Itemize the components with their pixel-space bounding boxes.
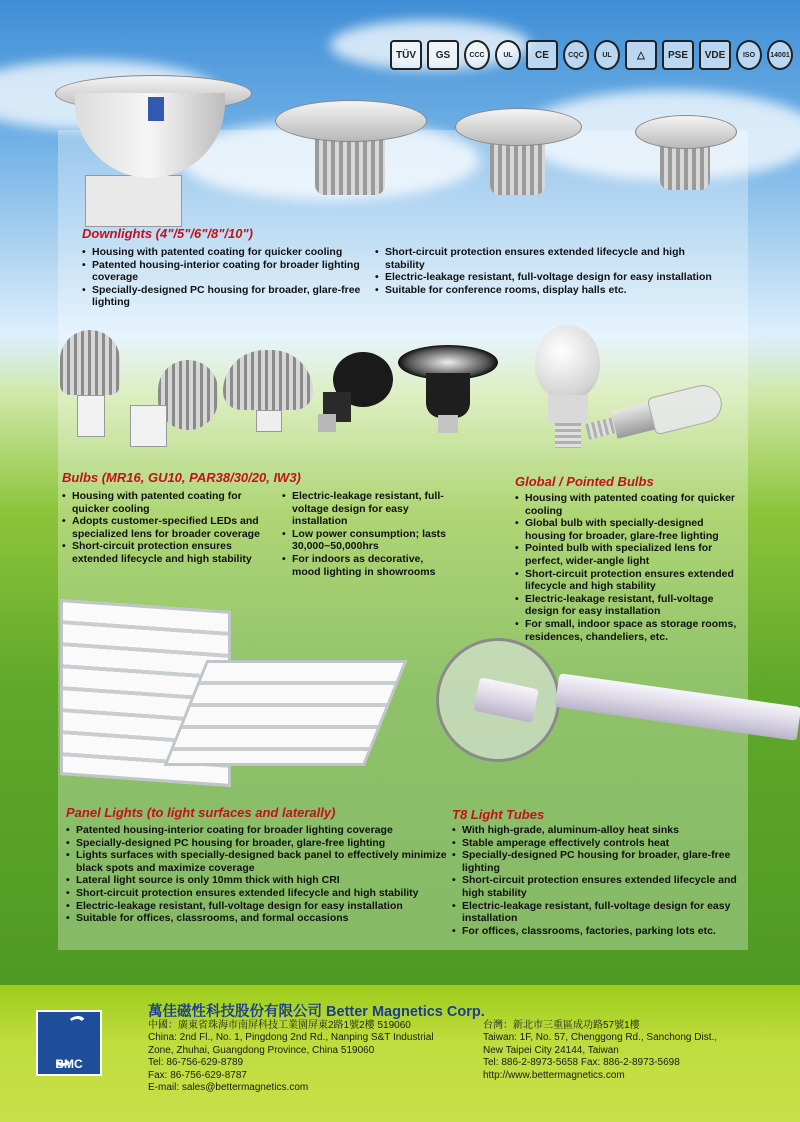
t8-tube-image: [436, 638, 800, 758]
bulb-gu10-image: [128, 360, 223, 455]
feature-item: • Short-circuit protection ensures extended lifecycle and high stability: [375, 246, 720, 271]
downlights-title: Downlights (4"/5"/6"/8"/10"): [82, 226, 253, 241]
feature-item: • Lateral light source is only 10mm thick with high CRI: [66, 874, 451, 887]
feature-item: • Electric-leakage resistant, full-voltage design for easy installation: [375, 271, 720, 284]
feature-item: • Stable amperage effectively controls heat: [452, 837, 742, 850]
bulb-par30-image: [318, 352, 398, 437]
certification-mark-icon: ISO: [736, 40, 762, 70]
panel-lights-title: Panel Lights (to light surfaces and laterally): [66, 805, 336, 820]
address-line: Taiwan: 1F, No. 57, Chenggong Rd., Sanchong Dist.,: [483, 1032, 718, 1044]
certification-mark-icon: UL: [495, 40, 521, 70]
certification-mark-icon: TÜV: [390, 40, 422, 70]
feature-item: • Housing with patented coating for quicker cooling: [62, 490, 277, 515]
company-name: 萬佳磁性科技股份有限公司 Better Magnetics Corp.: [148, 1004, 485, 1020]
feature-item: • Electric-leakage resistant, full-voltage design for easy installation: [66, 900, 451, 913]
feature-item: • Short-circuit protection ensures extended lifecycle and high stability: [515, 568, 740, 593]
global-bulbs-title: Global / Pointed Bulbs: [515, 474, 654, 489]
feature-item: • Short-circuit protection ensures extended lifecycle and high stability: [66, 887, 451, 900]
downlight-8in-image: [275, 100, 425, 200]
feature-item: • For small, indoor space as storage rooms, residences, chandeliers, etc.: [515, 618, 740, 643]
address-line: 台灣：新北市三重區成功路57號1樓: [483, 1020, 640, 1031]
panel-light-front-image: [164, 660, 408, 766]
address-line: 中國：廣東省珠海市南屏科技工業園屏東2路1號2樓 519060: [148, 1020, 411, 1031]
feature-item: • Housing with patented coating for quicker cooling: [515, 492, 740, 517]
feature-item: • For indoors as decorative, mood lighting in showrooms: [282, 553, 452, 578]
certification-mark-icon: CE: [526, 40, 558, 70]
bulb-mr16-wide-image: [218, 350, 318, 440]
t8-tubes-features: [452, 824, 742, 937]
certification-mark-icon: PSE: [662, 40, 694, 70]
feature-item: • Electric-leakage resistant, full-voltage design for easy installation: [282, 490, 452, 528]
feature-item: • With high-grade, aluminum-alloy heat sinks: [452, 824, 742, 837]
bulbs-features-left: [62, 490, 277, 566]
address-line: E-mail: sales@bettermagnetics.com: [148, 1082, 309, 1094]
certification-mark-icon: 14001: [767, 40, 793, 70]
taiwan-address: [483, 1020, 717, 1082]
address-line: Tel: 86-756-629-8789: [148, 1057, 244, 1069]
feature-item: • Housing with patented coating for quicker cooling: [82, 246, 367, 259]
downlight-4in-image: [635, 115, 735, 195]
feature-item: • Short-circuit protection ensures extended lifecycle and high stability: [62, 540, 277, 565]
address-line: New Taipei City 24144, Taiwan: [483, 1044, 619, 1056]
address-line: Zone, Zhuhai, Guangdong Province, China 519060: [148, 1044, 375, 1056]
downlight-6in-image: [455, 108, 580, 198]
feature-item: • Specially-designed PC housing for broader, glare-free lighting: [82, 284, 367, 309]
feature-item: • Specially-designed PC housing for broader, glare-free lighting: [66, 837, 451, 850]
certification-marks: [390, 38, 790, 72]
address-line: http://www.bettermagnetics.com: [483, 1069, 625, 1081]
address-line: Tel: 886-2-8973-5658 Fax: 886-2-8973-5698: [483, 1057, 680, 1069]
feature-item: • Lights surfaces with specially-designed back panel to effectively minimize black spots and maximize coverage: [66, 849, 451, 874]
certification-mark-icon: VDE: [699, 40, 731, 70]
address-line: Fax: 86-756-629-8787: [148, 1069, 247, 1081]
feature-item: • For offices, classrooms, factories, parking lots etc.: [452, 925, 742, 938]
global-bulbs-features: [515, 492, 740, 643]
t8-tubes-title: T8 Light Tubes: [452, 807, 545, 822]
certification-mark-icon: GS: [427, 40, 459, 70]
certification-mark-icon: UL: [594, 40, 620, 70]
feature-item: • Short-circuit protection ensures extended lifecycle and high stability: [452, 874, 742, 899]
feature-item: • Specially-designed PC housing for broader, glare-free lighting: [452, 849, 742, 874]
downlights-features-left: [82, 246, 367, 309]
feature-item: • Suitable for conference rooms, display halls etc.: [375, 284, 720, 297]
feature-item: • Pointed bulb with specialized lens for perfect, wider-angle light: [515, 542, 740, 567]
bulb-par38-image: [398, 345, 498, 435]
china-address: [148, 1020, 434, 1094]
feature-item: • Electric-leakage resistant, full-voltage design for easy installation: [452, 900, 742, 925]
certification-mark-icon: CQC: [563, 40, 589, 70]
feature-item: • Global bulb with specially-designed housing for broader, glare-free lighting: [515, 517, 740, 542]
feature-item: • Electric-leakage resistant, full-voltage design for easy installation: [515, 593, 740, 618]
certification-mark-icon: △: [625, 40, 657, 70]
downlight-large-image: [55, 75, 250, 225]
bulb-mr16-image: [55, 330, 125, 440]
feature-item: • Adopts customer-specified LEDs and specialized lens for broader coverage: [62, 515, 277, 540]
feature-item: • Patented housing-interior coating for broader lighting coverage: [82, 259, 367, 284]
bulbs-features-right: [282, 490, 452, 578]
feature-item: • Patented housing-interior coating for broader lighting coverage: [66, 824, 451, 837]
address-line: China: 2nd Fl., No. 1, Pingdong 2nd Rd., Nanping S&T Industrial: [148, 1032, 434, 1044]
bmc-logo: [36, 1010, 102, 1076]
feature-item: • Low power consumption; lasts 30,000~50,000hrs: [282, 528, 452, 553]
bulbs-title: Bulbs (MR16, GU10, PAR38/30/20, IW3): [62, 470, 301, 485]
feature-item: • Suitable for offices, classrooms, and formal occasions: [66, 912, 451, 925]
certification-mark-icon: CCC: [464, 40, 490, 70]
downlights-features-right: [375, 246, 720, 296]
logo-text: BMC: [55, 1057, 83, 1071]
panel-lights-features: [66, 824, 451, 925]
